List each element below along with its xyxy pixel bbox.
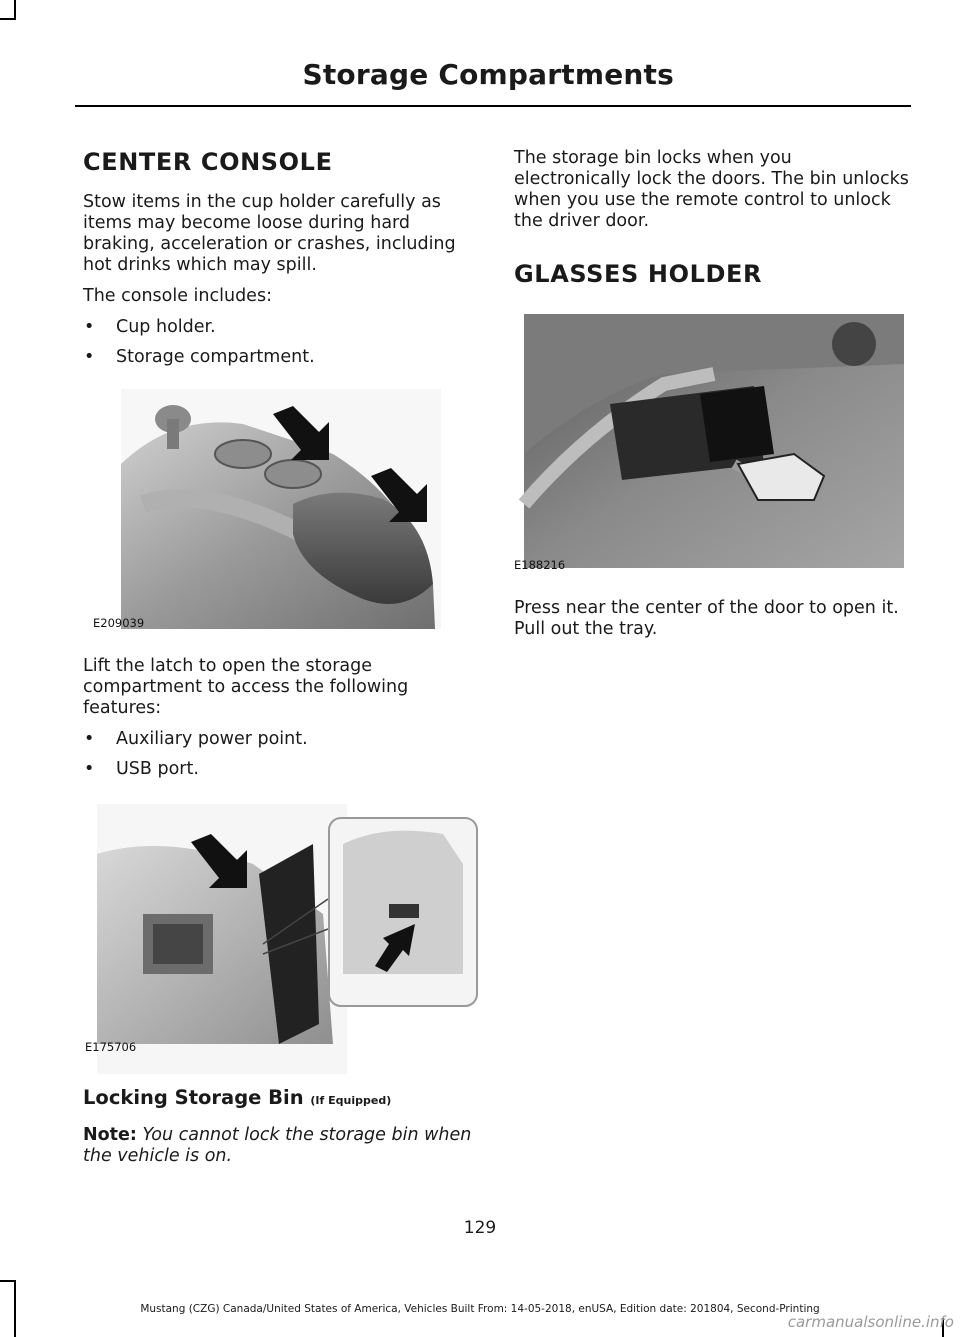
- console-illustration: [83, 384, 478, 640]
- left-column: [83, 148, 478, 1177]
- figure-code: E188216: [514, 558, 566, 572]
- list-item: • Auxiliary power point.: [84, 729, 308, 749]
- header-divider: [75, 105, 911, 107]
- features-list: [83, 729, 478, 780]
- console-includes-label: The console includes:: [83, 286, 272, 306]
- center-console-intro: Stow items in the cup holder carefully as items may become loose during hard braking, acceleration or crashes, including hot drinks which may spill.: [83, 192, 456, 275]
- page-number: 129: [463, 1218, 497, 1238]
- crop-mark: [0, 1280, 16, 1282]
- bullet: •: [84, 759, 95, 779]
- locking-bin-heading: Locking Storage Bin (If Equipped): [83, 1086, 392, 1109]
- storage-compartment-illustration: [83, 794, 478, 1084]
- glasses-holder-heading: GLASSES HOLDER: [514, 260, 763, 288]
- glasses-holder-illustration: [514, 304, 914, 572]
- bullet: •: [84, 347, 95, 367]
- watermark: carmanualsonline.info: [787, 1313, 954, 1331]
- page-title: Storage Compartments: [302, 58, 674, 91]
- console-items-list: [83, 317, 478, 368]
- latch-instructions: Lift the latch to open the storage compartment to access the following features:: [83, 656, 409, 718]
- locking-bin-note: Note: You cannot lock the storage bin when the vehicle is on.: [83, 1125, 472, 1166]
- crop-mark: [14, 0, 16, 20]
- bullet: •: [84, 317, 95, 337]
- figure-code: E175706: [85, 1040, 137, 1054]
- crop-mark: [0, 18, 16, 20]
- locking-bin-description: The storage bin locks when you electronically lock the doors. The bin unlocks when you use the remote control to unlock the driver door.: [514, 148, 909, 231]
- figure-code: E209039: [93, 616, 145, 630]
- center-console-heading: CENTER CONSOLE: [83, 148, 333, 176]
- glasses-holder-instructions: Press near the center of the door to open it. Pull out the tray.: [514, 598, 899, 639]
- list-item: • USB port.: [84, 759, 199, 779]
- footer: Mustang (CZG) Canada/United States of America, Vehicles Built From: 14-05-2018, enUSA, Edition date: 201804, Second-Printing: [140, 1303, 820, 1315]
- bullet: •: [84, 729, 95, 749]
- list-item: • Cup holder.: [84, 317, 216, 337]
- list-item: • Storage compartment.: [84, 347, 315, 367]
- right-column: [514, 148, 914, 650]
- condition-label: (If Equipped): [310, 1094, 392, 1107]
